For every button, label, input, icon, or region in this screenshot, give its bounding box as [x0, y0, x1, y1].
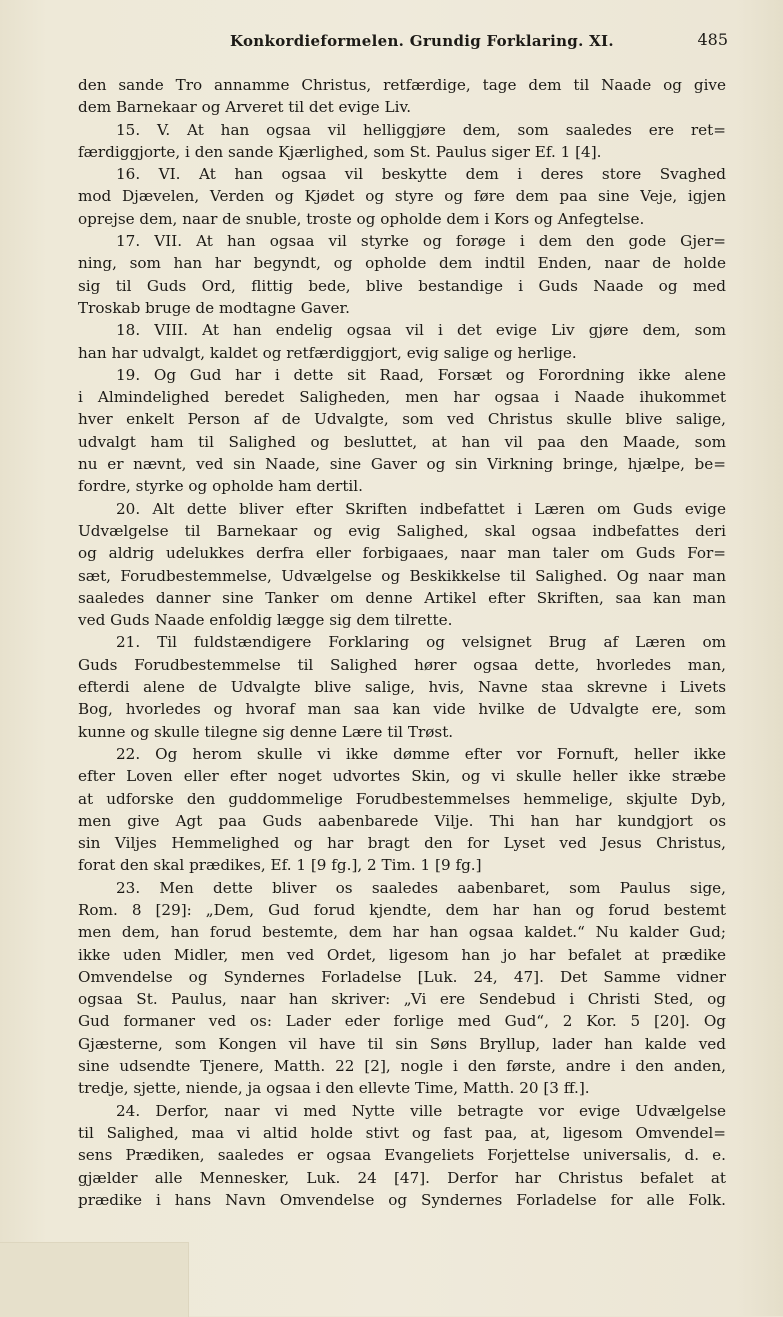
paragraph-24: 24. Derfor, naar vi med Nytte ville betragte vor evige Udvælgelse: [116, 1101, 726, 1120]
text-line: til Salighed, maa vi altid holde stivt og fast paa, at, ligesom Omvendel=: [78, 1123, 726, 1142]
text-line: sæt, Forudbestemmelse, Udvælgelse og Beskikkelse til Salighed. Og naar man: [78, 566, 726, 585]
text-line: nu er nævnt, ved sin Naade, sine Gaver og sin Virkning bringe, hjælpe, be=: [78, 455, 726, 474]
paragraph-22: 22. Og herom skulle vi ikke dømme efter vor Fornuft, heller ikke: [116, 744, 726, 763]
text-line: dem Barnekaar og Arveret til det evige Liv.: [78, 98, 412, 117]
page-header: [78, 30, 728, 56]
text-line: Guds Forudbestemmelse til Salighed hører ogsaa dette, hvorledes man,: [78, 655, 726, 674]
text-line: sin Viljes Hemmelighed og har bragt den for Lyset ved Jesus Christus,: [78, 834, 726, 853]
text-line: Udvælgelse til Barnekaar og evig Salighed, skal ogsaa indbefattes deri: [78, 521, 726, 540]
text-line: ved Guds Naade enfoldig lægge sig dem tilrette.: [78, 611, 453, 630]
text-line: ogsaa St. Paulus, naar han skriver: „Vi ere Sendebud i Christi Sted, og: [78, 990, 726, 1009]
text-line: efterdi alene de Udvalgte blive salige, hvis, Navne staa skrevne i Livets: [78, 678, 726, 697]
paragraph-17: 17. VII. At han ogsaa vil styrke og forøge i dem den gode Gjer=: [116, 232, 726, 251]
text-line: han har udvalgt, kaldet og retfærdiggjort, evig salige og herlige.: [78, 343, 577, 362]
body-text: [78, 74, 726, 1211]
paragraph-18: 18. VIII. At han endelig ogsaa vil i det evige Liv gjøre dem, som: [116, 321, 726, 340]
text-line: i Almindelighed beredet Saligheden, men har ogsaa i Naade ihukommet: [78, 388, 726, 407]
text-line: Rom. 8 [29]: „Dem, Gud forud kjendte, dem har han og forud bestemt: [78, 900, 726, 919]
paragraph-15: 15. V. At han ogsaa vil helliggjøre dem, som saaledes ere ret=: [116, 120, 726, 139]
text-line: men give Agt paa Guds aabenbarede Vilje. Thi han har kundgjort os: [78, 811, 726, 830]
paragraph-21: 21. Til fuldstændigere Forklaring og velsignet Brug af Læren om: [116, 633, 726, 652]
text-line: Gjæsterne, som Kongen vil have til sin Søns Bryllup, lader han kalde ved: [78, 1034, 726, 1053]
paper-stain: [0, 1242, 189, 1317]
text-line: forat den skal prædikes, Ef. 1 [9 fg.], 2 Tim. 1 [9 fg.]: [78, 856, 482, 875]
paragraph-20: 20. Alt dette bliver efter Skriften indbefattet i Læren om Guds evige: [116, 499, 726, 518]
paragraph-19: 19. Og Gud har i dette sit Raad, Forsæt og Forordning ikke alene: [116, 365, 726, 384]
text-line: tredje, sjette, niende, ja ogsaa i den ellevte Time, Matth. 20 [3 ff.].: [78, 1079, 590, 1098]
text-line: men dem, han forud bestemte, dem har han ogsaa kaldet.“ Nu kalder Gud;: [78, 923, 726, 942]
text-line: sens Prædiken, saaledes er ogsaa Evangeliets Forjettelse universalis, d. e.: [78, 1146, 726, 1165]
text-line: sine udsendte Tjenere, Matth. 22 [2], nogle i den første, andre i den anden,: [78, 1057, 726, 1076]
page-number: 485: [697, 30, 728, 49]
text-line: mod Djævelen, Verden og Kjødet og styre og føre dem paa sine Veje, igjen: [78, 187, 726, 206]
text-line: udvalgt ham til Salighed og besluttet, at han vil paa den Maade, som: [78, 432, 726, 451]
paragraph-16: 16. VI. At han ogsaa vil beskytte dem i deres store Svaghed: [116, 165, 726, 184]
paragraph-23: 23. Men dette bliver os saaledes aabenbaret, som Paulus sige,: [116, 878, 726, 897]
text-line: prædike i hans Navn Omvendelse og Syndernes Forladelse for alle Folk.: [78, 1190, 726, 1209]
text-line: Gud formaner ved os: Lader eder forlige med Gud“, 2 Kor. 5 [20]. Og: [78, 1012, 726, 1031]
text-line: færdiggjorte, i den sande Kjærlighed, som St. Paulus siger Ef. 1 [4].: [78, 142, 602, 161]
text-line: efter Loven eller efter noget udvortes Skin, og vi skulle heller ikke stræbe: [78, 767, 726, 786]
text-line: ning, som han har begyndt, og opholde dem indtil Enden, naar de holde: [78, 254, 726, 273]
text-line: hver enkelt Person af de Udvalgte, som ved Christus skulle blive salige,: [78, 410, 726, 429]
text-line: saaledes danner sine Tanker om denne Artikel efter Skriften, saa kan man: [78, 588, 726, 607]
text-line: Troskab bruge de modtagne Gaver.: [78, 298, 350, 317]
text-line: at udforske den guddommelige Forudbestemmelses hemmelige, skjulte Dyb,: [78, 789, 726, 808]
text-line: fordre, styrke og opholde ham dertil.: [78, 477, 363, 496]
text-line: ikke uden Midler, men ved Ordet, ligesom han jo har befalet at prædike: [78, 945, 726, 964]
text-line: den sande Tro annamme Christus, retfærdige, tage dem til Naade og give: [78, 76, 726, 94]
text-line: sig til Guds Ord, flittig bede, blive bestandige i Guds Naade og med: [78, 276, 726, 295]
text-line: oprejse dem, naar de snuble, troste og opholde dem i Kors og Anfegtelse.: [78, 209, 645, 228]
text-line: kunne og skulle tilegne sig denne Lære til Trøst.: [78, 722, 454, 741]
text-line: og aldrig udelukkes derfra eller forbigaaes, naar man taler om Guds For=: [78, 544, 726, 563]
text-line: Omvendelse og Syndernes Forladelse [Luk. 24, 47]. Det Samme vidner: [78, 967, 726, 986]
text-line: Bog, hvorledes og hvoraf man saa kan vide hvilke de Udvalgte ere, som: [78, 700, 726, 719]
text-line: gjælder alle Mennesker, Luk. 24 [47]. Derfor har Christus befalet at: [78, 1168, 726, 1187]
running-head: Konkordieformelen. Grundig Forklaring. XI.: [230, 32, 614, 50]
